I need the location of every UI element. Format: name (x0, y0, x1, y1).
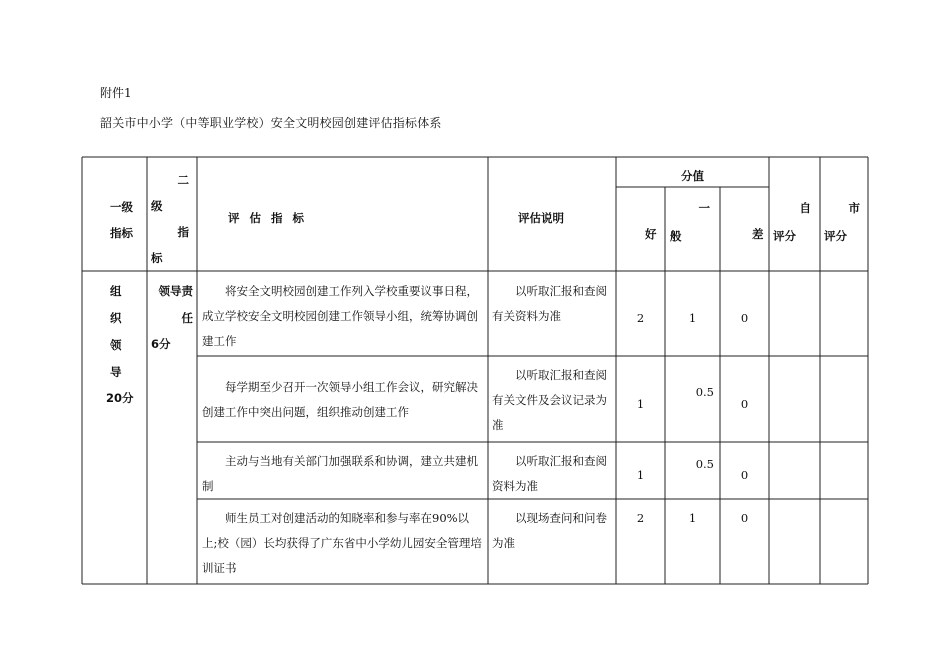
row1-good: 2 (636, 311, 645, 325)
row2-average: 0.5 (695, 385, 714, 399)
row3-indicator: 主动与当地有关部门加强联系和协调，建立共建机制 (202, 454, 478, 493)
row4-good: 2 (636, 511, 645, 525)
header-good: 好 (645, 227, 657, 241)
row4-explanation: 以现场查问和问卷为准 (492, 511, 607, 550)
document-title: 韶关市中小学（中等职业学校）安全文明校园创建评估指标体系 (100, 116, 442, 130)
row3-explanation: 以听取汇报和查阅资料为准 (492, 454, 607, 493)
level1-points: 20分 (106, 391, 134, 405)
row3-average: 0.5 (695, 457, 714, 471)
row3-poor: 0 (740, 468, 749, 482)
header-poor: 差 (752, 227, 764, 241)
row4-indicator: 师生员工对创建活动的知晓率和参与率在90%以上;校（园）长均获得了广东省中小学幼儿园安全管理培训证书 (202, 511, 482, 575)
row2-poor: 0 (740, 397, 749, 411)
level2-points: 6分 (151, 337, 171, 351)
header-score-group: 分值 (681, 169, 704, 183)
header-self-score: 自 评分 (773, 201, 811, 243)
row4-average: 1 (688, 511, 697, 525)
row2-good: 1 (636, 397, 645, 411)
row1-poor: 0 (740, 311, 749, 325)
header-average: 一 般 (670, 201, 710, 243)
row4-poor: 0 (740, 511, 749, 525)
row1-explanation: 以听取汇报和查阅有关资料为准 (492, 284, 607, 323)
level2-name: 领导责任 (158, 284, 193, 325)
header-city-score: 市 评分 (824, 201, 860, 243)
row1-average: 1 (688, 311, 697, 325)
attachment-label: 附件1 (100, 86, 132, 100)
header-indicator: 评 估 指 标 (228, 211, 308, 225)
row3-good: 1 (636, 468, 645, 482)
level1-name: 组织领导 (110, 284, 122, 379)
row1-indicator: 将安全文明校园创建工作列入学校重要议事日程，成立学校安全文明校园创建工作领导小组，统筹协调创建工作 (202, 284, 478, 348)
header-level2: 二 级 指 标 (151, 173, 189, 265)
row2-indicator: 每学期至少召开一次领导小组工作会议，研究解决创建工作中突出问题，组织推动创建工作 (202, 380, 478, 419)
header-explanation: 评估说明 (518, 211, 564, 225)
row2-explanation: 以听取汇报和查阅有关文件及会议记录为准 (492, 368, 607, 432)
header-level1: 一级指标 (110, 200, 133, 240)
